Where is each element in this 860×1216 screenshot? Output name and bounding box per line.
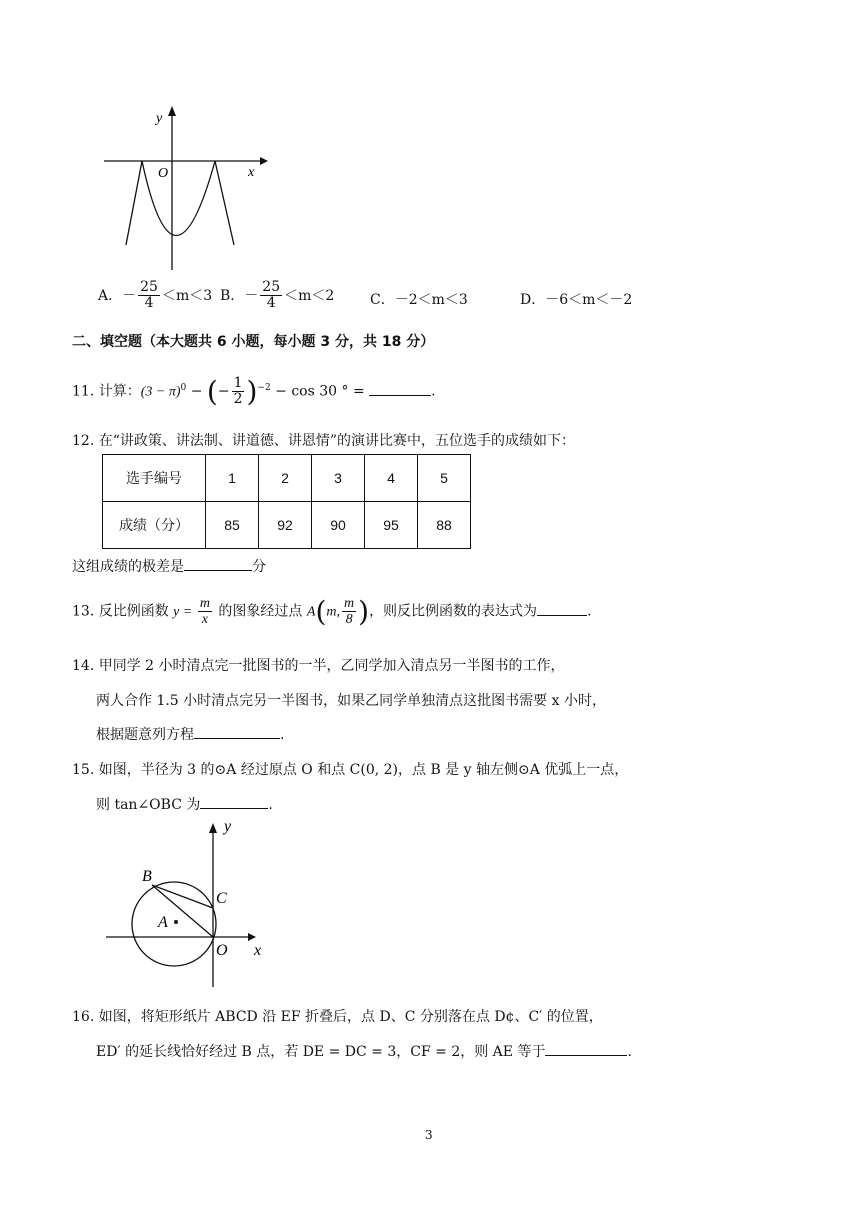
question-14-line-3: 根据题意列方程 . [96,724,284,744]
point-b-label: B [142,868,152,885]
question-15-line-2: 则 tan∠OBC 为 . [96,794,273,814]
question-16-line-1: 16. 如图，将矩形纸片 ABCD 沿 EF 折叠后，点 D、C 分别落在点 D¢、C′ 的位置， [72,1009,603,1025]
question-14-line-2: 两人合作 1.5 小时清点完另一半图书，如果乙同学单独清点这批图书需要 x 小时， [96,693,606,709]
answer-blank[interactable] [369,381,431,396]
y-axis-arrow [168,106,176,116]
fraction: $\frac{25}{4}$ [262,279,281,312]
y-axis-arrow [209,823,217,833]
origin-label: O [216,942,228,959]
question-12-answer: 这组成绩的极差是 分 [72,556,266,576]
answer-blank[interactable] [194,724,280,739]
x-axis-arrow [248,933,256,941]
answer-blank[interactable] [184,556,252,571]
chord-bc [152,885,213,908]
fraction: $\frac{25}{4}$ [140,279,158,312]
scores-table [102,454,471,549]
question-16-line-2: ED′ 的延长线恰好经过 B 点，若 DE = DC = 3，CF = 2，则 AE 等于 . [96,1041,632,1061]
circle-figure [100,815,280,995]
q10-option-c: C．－2＜m＜3 [370,292,468,308]
answer-blank[interactable] [200,794,268,809]
q10-option-a: A．－ $\frac{25}{4}$ ＜m＜3 [98,279,213,312]
question-13: 13. 反比例函数 y = $\frac{m}{x}$ 的图象经过点 A(m, $\frac{m}{8}$ )，则反比例函数的表达式为 . [72,595,592,628]
fraction: $\frac{m}{x}$ [199,595,210,627]
question-15-line-1: 15. 如图，半径为 3 的⊙A 经过原点 O 和点 C(0, 2)，点 B 是 y 轴左侧⊙A 优弧上一点， [72,762,629,778]
parabola-figure [90,100,280,275]
table-row: 成绩（分） 85 92 90 95 88 [103,502,471,549]
y-axis-label: y [224,818,232,835]
answer-blank[interactable] [545,1041,627,1056]
center-point [174,920,178,924]
section-title: 二、填空题（本大题共 6 小题，每小题 3 分，共 18 分） [72,334,435,350]
x-axis-arrow [260,157,268,165]
point-a-label: A [158,914,168,931]
fraction: $\frac{1}{2}$ [233,374,243,407]
question-14-line-1: 14. 甲同学 2 小时清点完一批图书的一半，乙同学加入清点另一半图书的工作， [72,658,565,674]
question-12: 12. 在“讲政策、讲法制、讲道德、讲恩情”的演讲比赛中，五位选手的成绩如下： [72,433,576,449]
origin-label: O [158,166,169,181]
circle-a [132,882,216,966]
table-row: 选手编号 1 2 3 4 5 [103,455,471,502]
x-axis-label: x [254,942,262,959]
question-11: 11. 计算：$(3 - \pi)^0$ − (− $\frac{1}{2}$ )$^{-2}$ − cos 30 ° = . [72,374,436,408]
answer-blank[interactable] [537,601,587,616]
y-axis-label: y [156,111,163,126]
point-c-label: C [216,890,227,907]
x-axis-label: x [248,165,255,180]
q10-option-d: D．－6＜m＜－2 [520,292,633,308]
page-number: 3 [425,1128,433,1142]
fraction: $\frac{m}{8}$ [344,595,355,627]
q10-option-b: B．－ $\frac{25}{4}$ ＜m＜2 [220,279,335,312]
parabola-curve [126,161,234,245]
